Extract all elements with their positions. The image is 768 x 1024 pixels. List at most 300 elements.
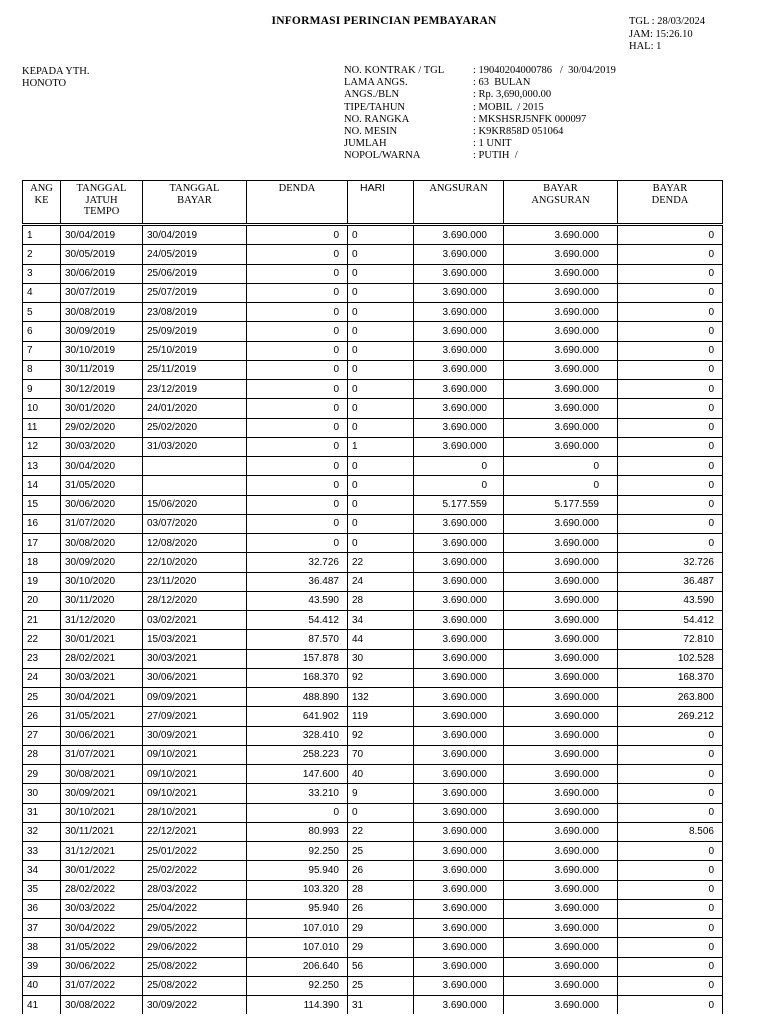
- cell-jatuh-tempo: 30/09/2020: [61, 553, 143, 572]
- cell-jatuh-tempo: 31/07/2021: [61, 745, 143, 764]
- cell-hari: 29: [348, 919, 414, 938]
- recipient-block: [22, 66, 89, 90]
- cell-jatuh-tempo: 30/04/2019: [61, 225, 143, 245]
- table-row: [23, 225, 723, 245]
- cell-angsuran: 3.690.000: [414, 611, 504, 630]
- cell-jatuh-tempo: 29/02/2020: [61, 418, 143, 437]
- cell-ang-ke: 21: [23, 611, 61, 630]
- cell-jatuh-tempo: 31/07/2020: [61, 514, 143, 533]
- cell-ang-ke: 1: [23, 225, 61, 245]
- cell-ang-ke: 30: [23, 784, 61, 803]
- table-row: [23, 649, 723, 668]
- cell-denda: 488.890: [247, 688, 348, 707]
- cell-tanggal-bayar: 23/11/2020: [143, 572, 247, 591]
- cell-tanggal-bayar: 28/12/2020: [143, 591, 247, 610]
- table-row: [23, 418, 723, 437]
- cell-angsuran: 3.690.000: [414, 264, 504, 283]
- cell-angsuran: 3.690.000: [414, 726, 504, 745]
- cell-jatuh-tempo: 28/02/2022: [61, 880, 143, 899]
- table-row: [23, 283, 723, 302]
- cell-hari: 30: [348, 649, 414, 668]
- cell-jatuh-tempo: 30/09/2019: [61, 322, 143, 341]
- table-row: [23, 803, 723, 822]
- cell-jatuh-tempo: 31/05/2022: [61, 938, 143, 957]
- cell-bayar-denda: 0: [618, 861, 723, 880]
- cell-bayar-denda: 0: [618, 322, 723, 341]
- header-bayar-denda: [618, 181, 723, 225]
- cell-angsuran: 3.690.000: [414, 283, 504, 302]
- cell-ang-ke: 11: [23, 418, 61, 437]
- cell-bayar-denda: 0: [618, 495, 723, 514]
- cell-angsuran: 3.690.000: [414, 360, 504, 379]
- cell-angsuran: 3.690.000: [414, 822, 504, 841]
- cell-denda: 36.487: [247, 572, 348, 591]
- cell-tanggal-bayar: 29/06/2022: [143, 938, 247, 957]
- cell-angsuran: 5.177.559: [414, 495, 504, 514]
- cell-angsuran: 3.690.000: [414, 688, 504, 707]
- cell-denda: 0: [247, 380, 348, 399]
- header-tanggal-bayar: [143, 181, 247, 225]
- cell-jatuh-tempo: 31/07/2022: [61, 976, 143, 995]
- cell-ang-ke: 10: [23, 399, 61, 418]
- cell-bayar-angsuran: 3.690.000: [504, 919, 618, 938]
- cell-angsuran: 3.690.000: [414, 418, 504, 437]
- cell-ang-ke: 17: [23, 534, 61, 553]
- header-denda: [247, 181, 348, 225]
- table-row: [23, 341, 723, 360]
- cell-ang-ke: 12: [23, 437, 61, 456]
- cell-bayar-angsuran: 3.690.000: [504, 938, 618, 957]
- cell-angsuran: 3.690.000: [414, 591, 504, 610]
- cell-ang-ke: 41: [23, 996, 61, 1015]
- cell-bayar-angsuran: 3.690.000: [504, 803, 618, 822]
- cell-ang-ke: 24: [23, 668, 61, 687]
- cell-jatuh-tempo: 30/04/2022: [61, 919, 143, 938]
- cell-bayar-denda: 0: [618, 938, 723, 957]
- cell-bayar-angsuran: 3.690.000: [504, 745, 618, 764]
- cell-ang-ke: 4: [23, 283, 61, 302]
- cell-denda: 258.223: [247, 745, 348, 764]
- cell-tanggal-bayar: 15/06/2020: [143, 495, 247, 514]
- cell-denda: 0: [247, 514, 348, 533]
- contract-row: [344, 150, 616, 162]
- cell-angsuran: 3.690.000: [414, 437, 504, 456]
- cell-tanggal-bayar: 25/01/2022: [143, 842, 247, 861]
- cell-bayar-denda: 0: [618, 399, 723, 418]
- cell-bayar-denda: 36.487: [618, 572, 723, 591]
- cell-tanggal-bayar: 03/02/2021: [143, 611, 247, 630]
- cell-denda: 0: [247, 534, 348, 553]
- header-text-line: BAYAR: [543, 183, 578, 194]
- cell-ang-ke: 15: [23, 495, 61, 514]
- cell-bayar-angsuran: 3.690.000: [504, 976, 618, 995]
- cell-hari: 28: [348, 591, 414, 610]
- cell-tanggal-bayar: 25/07/2019: [143, 283, 247, 302]
- cell-bayar-denda: 0: [618, 457, 723, 476]
- cell-ang-ke: 34: [23, 861, 61, 880]
- cell-tanggal-bayar: 25/11/2019: [143, 360, 247, 379]
- cell-tanggal-bayar: 15/03/2021: [143, 630, 247, 649]
- cell-bayar-denda: 0: [618, 803, 723, 822]
- table-row: [23, 476, 723, 495]
- cell-bayar-angsuran: 3.690.000: [504, 380, 618, 399]
- contract-value: : 63 BULAN: [473, 77, 531, 89]
- cell-bayar-denda: 0: [618, 534, 723, 553]
- cell-bayar-denda: 72.810: [618, 630, 723, 649]
- cell-jatuh-tempo: 31/05/2021: [61, 707, 143, 726]
- cell-ang-ke: 7: [23, 341, 61, 360]
- cell-bayar-angsuran: 3.690.000: [504, 726, 618, 745]
- cell-denda: 107.010: [247, 938, 348, 957]
- table-row: [23, 784, 723, 803]
- cell-hari: 0: [348, 341, 414, 360]
- cell-angsuran: 3.690.000: [414, 996, 504, 1015]
- cell-jatuh-tempo: 30/10/2020: [61, 572, 143, 591]
- cell-tanggal-bayar: 09/10/2021: [143, 745, 247, 764]
- contract-row: [344, 102, 616, 114]
- cell-tanggal-bayar: 23/08/2019: [143, 303, 247, 322]
- cell-ang-ke: 14: [23, 476, 61, 495]
- table-row: [23, 303, 723, 322]
- cell-bayar-denda: 0: [618, 919, 723, 938]
- cell-denda: 95.940: [247, 861, 348, 880]
- cell-bayar-angsuran: 3.690.000: [504, 707, 618, 726]
- header-hari: [348, 181, 414, 225]
- cell-tanggal-bayar: 28/10/2021: [143, 803, 247, 822]
- cell-bayar-denda: 0: [618, 245, 723, 264]
- print-time: JAM: 15:26.10: [629, 28, 693, 40]
- cell-hari: 0: [348, 322, 414, 341]
- cell-tanggal-bayar: [143, 476, 247, 495]
- cell-bayar-angsuran: 3.690.000: [504, 996, 618, 1015]
- cell-tanggal-bayar: 24/05/2019: [143, 245, 247, 264]
- cell-bayar-angsuran: 3.690.000: [504, 765, 618, 784]
- cell-tanggal-bayar: 28/03/2022: [143, 880, 247, 899]
- cell-bayar-angsuran: 3.690.000: [504, 283, 618, 302]
- cell-ang-ke: 40: [23, 976, 61, 995]
- table-row: [23, 899, 723, 918]
- cell-bayar-angsuran: 3.690.000: [504, 822, 618, 841]
- contract-row: [344, 126, 616, 138]
- cell-hari: 26: [348, 899, 414, 918]
- cell-hari: 0: [348, 245, 414, 264]
- cell-ang-ke: 18: [23, 553, 61, 572]
- cell-hari: 25: [348, 976, 414, 995]
- cell-angsuran: 3.690.000: [414, 957, 504, 976]
- cell-jatuh-tempo: 30/12/2019: [61, 380, 143, 399]
- cell-angsuran: 3.690.000: [414, 842, 504, 861]
- header-text-line: KE: [34, 194, 49, 206]
- table-row: [23, 668, 723, 687]
- cell-bayar-denda: 0: [618, 765, 723, 784]
- cell-bayar-angsuran: 3.690.000: [504, 225, 618, 245]
- cell-bayar-angsuran: 0: [504, 476, 618, 495]
- cell-jatuh-tempo: 30/07/2019: [61, 283, 143, 302]
- cell-angsuran: 3.690.000: [414, 380, 504, 399]
- cell-ang-ke: 22: [23, 630, 61, 649]
- cell-tanggal-bayar: 27/09/2021: [143, 707, 247, 726]
- cell-denda: 0: [247, 418, 348, 437]
- cell-tanggal-bayar: 30/09/2021: [143, 726, 247, 745]
- cell-tanggal-bayar: 25/09/2019: [143, 322, 247, 341]
- contract-row: [344, 114, 616, 126]
- cell-jatuh-tempo: 31/05/2020: [61, 476, 143, 495]
- cell-denda: 157.878: [247, 649, 348, 668]
- cell-hari: 92: [348, 726, 414, 745]
- cell-ang-ke: 33: [23, 842, 61, 861]
- cell-bayar-denda: 0: [618, 726, 723, 745]
- cell-hari: 31: [348, 996, 414, 1015]
- cell-denda: 206.640: [247, 957, 348, 976]
- cell-hari: 34: [348, 611, 414, 630]
- cell-bayar-denda: 0: [618, 976, 723, 995]
- contract-value: : K9KR858D 051064: [473, 126, 564, 138]
- table-row: [23, 437, 723, 456]
- contract-value: : MKSHSRJ5NFK 000097: [473, 113, 587, 125]
- table-row: [23, 322, 723, 341]
- cell-jatuh-tempo: 30/08/2022: [61, 996, 143, 1015]
- cell-denda: 0: [247, 264, 348, 283]
- header-text-line: TANGGAL: [169, 183, 220, 194]
- header-text-line: DENDA: [278, 183, 316, 194]
- cell-angsuran: 3.690.000: [414, 553, 504, 572]
- cell-denda: 92.250: [247, 842, 348, 861]
- header-jatuh-tempo: [61, 181, 143, 225]
- contract-row: [344, 77, 616, 89]
- cell-tanggal-bayar: 25/10/2019: [143, 341, 247, 360]
- cell-tanggal-bayar: 25/02/2022: [143, 861, 247, 880]
- contract-row: [344, 138, 616, 150]
- cell-bayar-angsuran: 3.690.000: [504, 437, 618, 456]
- cell-bayar-denda: 0: [618, 957, 723, 976]
- cell-bayar-angsuran: 3.690.000: [504, 688, 618, 707]
- table-row: [23, 707, 723, 726]
- cell-denda: 0: [247, 283, 348, 302]
- cell-jatuh-tempo: 30/06/2021: [61, 726, 143, 745]
- header-bayar-angsuran: [504, 181, 618, 225]
- cell-ang-ke: 27: [23, 726, 61, 745]
- cell-hari: 25: [348, 842, 414, 861]
- cell-angsuran: 3.690.000: [414, 784, 504, 803]
- recipient-name: HONOTO: [22, 78, 67, 89]
- cell-hari: 0: [348, 399, 414, 418]
- contract-value: : 1 UNIT: [473, 138, 512, 150]
- table-row: [23, 457, 723, 476]
- header-text-line: TEMPO: [83, 206, 120, 217]
- table-row: [23, 591, 723, 610]
- cell-bayar-denda: 0: [618, 996, 723, 1015]
- header-text-line: JATUH: [85, 194, 118, 206]
- cell-ang-ke: 23: [23, 649, 61, 668]
- cell-jatuh-tempo: 30/01/2020: [61, 399, 143, 418]
- cell-hari: 0: [348, 457, 414, 476]
- cell-bayar-denda: 0: [618, 264, 723, 283]
- cell-angsuran: 3.690.000: [414, 322, 504, 341]
- cell-angsuran: 3.690.000: [414, 976, 504, 995]
- cell-hari: 29: [348, 938, 414, 957]
- contract-value: : 19040204000786 / 30/04/2019: [473, 65, 616, 76]
- cell-tanggal-bayar: 25/04/2022: [143, 899, 247, 918]
- cell-ang-ke: 16: [23, 514, 61, 533]
- contract-row: [344, 65, 616, 77]
- cell-bayar-angsuran: 3.690.000: [504, 630, 618, 649]
- payment-rows: [23, 225, 723, 1015]
- cell-denda: 33.210: [247, 784, 348, 803]
- cell-bayar-denda: 0: [618, 283, 723, 302]
- contract-value: : PUTIH /: [473, 150, 518, 162]
- cell-hari: 119: [348, 707, 414, 726]
- cell-ang-ke: 19: [23, 572, 61, 591]
- cell-tanggal-bayar: 30/09/2022: [143, 996, 247, 1015]
- cell-denda: 0: [247, 360, 348, 379]
- document-title: INFORMASI PERINCIAN PEMBAYARAN: [271, 15, 497, 27]
- print-date: TGL : 28/03/2024: [629, 16, 706, 27]
- cell-bayar-angsuran: 3.690.000: [504, 553, 618, 572]
- contract-details: [344, 65, 616, 163]
- cell-ang-ke: 2: [23, 245, 61, 264]
- cell-jatuh-tempo: 30/01/2022: [61, 861, 143, 880]
- header-angsuran: [414, 181, 504, 225]
- cell-bayar-angsuran: 3.690.000: [504, 341, 618, 360]
- table-row: [23, 245, 723, 264]
- cell-denda: 0: [247, 803, 348, 822]
- cell-bayar-denda: 0: [618, 476, 723, 495]
- cell-bayar-denda: 0: [618, 380, 723, 399]
- cell-ang-ke: 38: [23, 938, 61, 957]
- cell-bayar-angsuran: 3.690.000: [504, 399, 618, 418]
- cell-tanggal-bayar: 30/06/2021: [143, 668, 247, 687]
- cell-jatuh-tempo: 30/03/2020: [61, 437, 143, 456]
- header-text-line: ANG: [30, 183, 53, 194]
- cell-tanggal-bayar: 25/08/2022: [143, 957, 247, 976]
- cell-jatuh-tempo: 31/12/2020: [61, 611, 143, 630]
- cell-angsuran: 3.690.000: [414, 649, 504, 668]
- cell-hari: 132: [348, 688, 414, 707]
- table-row: [23, 611, 723, 630]
- contract-key: NO. KONTRAK / TGL: [344, 65, 445, 76]
- cell-denda: 95.940: [247, 899, 348, 918]
- cell-ang-ke: 32: [23, 822, 61, 841]
- header-text-line: DENDA: [651, 194, 689, 206]
- cell-tanggal-bayar: 23/12/2019: [143, 380, 247, 399]
- cell-angsuran: 3.690.000: [414, 668, 504, 687]
- cell-hari: 22: [348, 553, 414, 572]
- cell-tanggal-bayar: 09/09/2021: [143, 688, 247, 707]
- cell-tanggal-bayar: 22/10/2020: [143, 553, 247, 572]
- table-row: [23, 745, 723, 764]
- table-row: [23, 822, 723, 841]
- cell-bayar-denda: 102.528: [618, 649, 723, 668]
- cell-hari: 28: [348, 880, 414, 899]
- cell-jatuh-tempo: 28/02/2021: [61, 649, 143, 668]
- cell-tanggal-bayar: 24/01/2020: [143, 399, 247, 418]
- cell-jatuh-tempo: 30/01/2021: [61, 630, 143, 649]
- table-row: [23, 553, 723, 572]
- header-text-line: ANGSURAN: [429, 183, 488, 194]
- cell-angsuran: 3.690.000: [414, 707, 504, 726]
- cell-bayar-denda: 0: [618, 514, 723, 533]
- cell-ang-ke: 31: [23, 803, 61, 822]
- cell-bayar-angsuran: 3.690.000: [504, 303, 618, 322]
- contract-key: NO. RANGKA: [344, 113, 410, 125]
- table-header-row: [23, 181, 723, 225]
- cell-bayar-denda: 0: [618, 899, 723, 918]
- cell-angsuran: 0: [414, 457, 504, 476]
- cell-jatuh-tempo: 30/10/2019: [61, 341, 143, 360]
- cell-hari: 44: [348, 630, 414, 649]
- cell-tanggal-bayar: 09/10/2021: [143, 765, 247, 784]
- cell-denda: 87.570: [247, 630, 348, 649]
- cell-ang-ke: 28: [23, 745, 61, 764]
- cell-tanggal-bayar: 25/02/2020: [143, 418, 247, 437]
- cell-tanggal-bayar: 30/03/2021: [143, 649, 247, 668]
- cell-hari: 0: [348, 476, 414, 495]
- cell-angsuran: 3.690.000: [414, 919, 504, 938]
- cell-tanggal-bayar: 29/05/2022: [143, 919, 247, 938]
- cell-denda: 168.370: [247, 668, 348, 687]
- table-row: [23, 380, 723, 399]
- cell-jatuh-tempo: 30/08/2020: [61, 534, 143, 553]
- cell-ang-ke: 36: [23, 899, 61, 918]
- cell-bayar-denda: 0: [618, 418, 723, 437]
- contract-key: NO. MESIN: [344, 126, 398, 138]
- cell-bayar-angsuran: 3.690.000: [504, 784, 618, 803]
- cell-denda: 0: [247, 437, 348, 456]
- cell-hari: 1: [348, 437, 414, 456]
- cell-hari: 0: [348, 495, 414, 514]
- cell-denda: 0: [247, 495, 348, 514]
- cell-tanggal-bayar: 09/10/2021: [143, 784, 247, 803]
- cell-bayar-angsuran: 3.690.000: [504, 611, 618, 630]
- cell-denda: 107.010: [247, 919, 348, 938]
- cell-denda: 80.993: [247, 822, 348, 841]
- cell-bayar-denda: 8.506: [618, 822, 723, 841]
- cell-denda: 0: [247, 322, 348, 341]
- cell-bayar-denda: 0: [618, 880, 723, 899]
- cell-bayar-angsuran: 3.690.000: [504, 899, 618, 918]
- table-row: [23, 957, 723, 976]
- cell-ang-ke: 6: [23, 322, 61, 341]
- cell-bayar-denda: 43.590: [618, 591, 723, 610]
- cell-angsuran: 3.690.000: [414, 899, 504, 918]
- table-row: [23, 996, 723, 1015]
- cell-denda: 0: [247, 399, 348, 418]
- table-row: [23, 534, 723, 553]
- cell-hari: 22: [348, 822, 414, 841]
- cell-ang-ke: 39: [23, 957, 61, 976]
- cell-tanggal-bayar: 22/12/2021: [143, 822, 247, 841]
- cell-jatuh-tempo: 30/06/2020: [61, 495, 143, 514]
- cell-tanggal-bayar: 31/03/2020: [143, 437, 247, 456]
- cell-angsuran: 3.690.000: [414, 245, 504, 264]
- cell-jatuh-tempo: 30/03/2022: [61, 899, 143, 918]
- table-row: [23, 572, 723, 591]
- table-row: [23, 726, 723, 745]
- cell-bayar-angsuran: 3.690.000: [504, 264, 618, 283]
- cell-hari: 56: [348, 957, 414, 976]
- cell-hari: 92: [348, 668, 414, 687]
- cell-jatuh-tempo: 30/10/2021: [61, 803, 143, 822]
- cell-bayar-denda: 0: [618, 303, 723, 322]
- cell-jatuh-tempo: 30/09/2021: [61, 784, 143, 803]
- cell-jatuh-tempo: 30/11/2020: [61, 591, 143, 610]
- cell-denda: 43.590: [247, 591, 348, 610]
- cell-hari: 9: [348, 784, 414, 803]
- table-row: [23, 919, 723, 938]
- cell-denda: 54.412: [247, 611, 348, 630]
- contract-value: : Rp. 3,690,000.00: [473, 89, 552, 101]
- cell-angsuran: 3.690.000: [414, 765, 504, 784]
